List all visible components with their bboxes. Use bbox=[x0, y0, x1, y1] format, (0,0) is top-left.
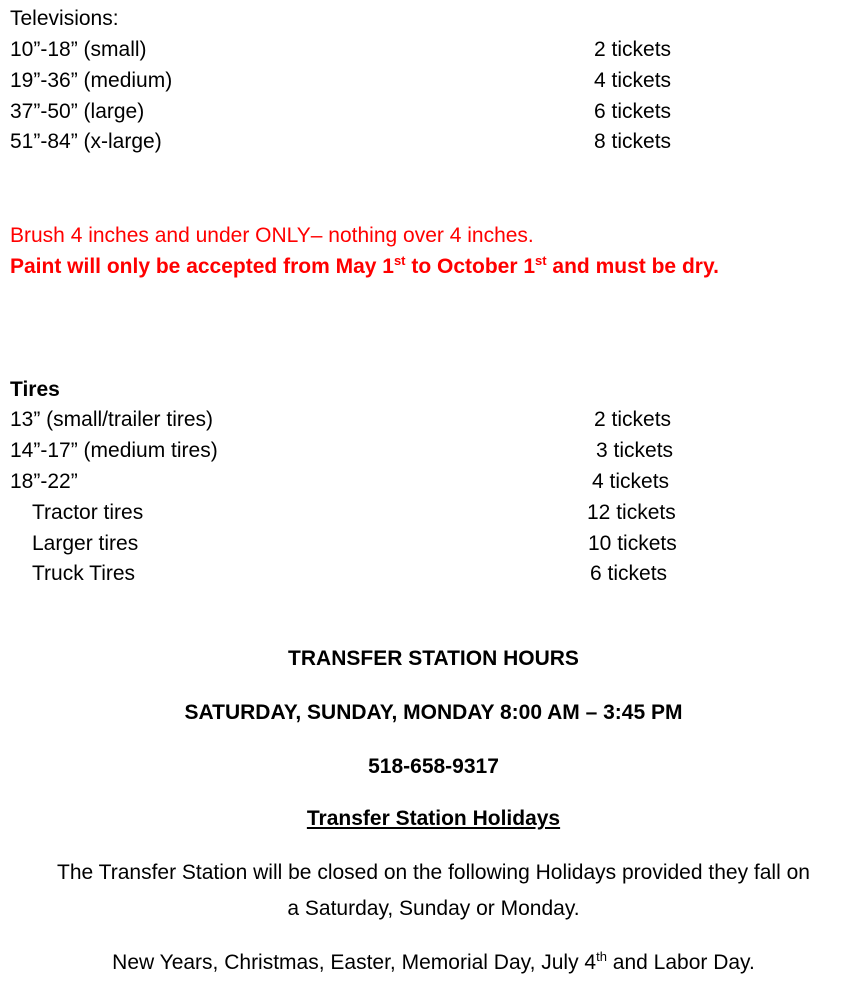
tire-size-small: 13” (small/trailer tires) bbox=[10, 408, 214, 431]
tire-size-larger: Larger tires bbox=[32, 532, 139, 555]
tv-tickets-xlarge: 8 tickets bbox=[594, 130, 672, 153]
paint-notice-part1: Paint will only be accepted from May 1 bbox=[10, 255, 394, 278]
tv-tickets-medium: 4 tickets bbox=[594, 69, 672, 92]
tv-tickets-large: 6 tickets bbox=[594, 100, 672, 123]
paint-notice-sup2: st bbox=[535, 253, 547, 268]
hours-days: SATURDAY, SUNDAY, MONDAY 8:00 AM – 3:45 PM bbox=[184, 701, 683, 724]
holidays-list-part1: New Years, Christmas, Easter, Memorial Day, July 4 bbox=[112, 951, 597, 974]
tire-size-medium: 14”-17” (medium tires) bbox=[10, 439, 218, 462]
brush-notice: Brush 4 inches and under ONLY– nothing over 4 inches. bbox=[10, 224, 534, 247]
tire-tickets-truck: 6 tickets bbox=[590, 562, 668, 585]
holidays-title-text: Transfer Station Holidays bbox=[306, 807, 561, 830]
holidays-description-line2: a Saturday, Sunday or Monday. bbox=[287, 897, 580, 920]
tire-tickets-small: 2 tickets bbox=[594, 408, 672, 431]
holidays-title bbox=[0, 808, 867, 829]
tire-size-18-22: 18”-22” bbox=[10, 470, 78, 493]
tire-size-tractor: Tractor tires bbox=[32, 501, 144, 524]
holidays-list bbox=[0, 949, 867, 974]
televisions-heading: Televisions: bbox=[10, 7, 119, 30]
tv-tickets-small: 2 tickets bbox=[594, 38, 672, 61]
tire-tickets-18-22: 4 tickets bbox=[592, 470, 670, 493]
paint-notice bbox=[10, 253, 719, 278]
phone-number: 518-658-9317 bbox=[368, 755, 499, 778]
paint-notice-part3: and must be dry. bbox=[546, 255, 719, 278]
holidays-description-line1: The Transfer Station will be closed on the following Holidays provided they fall on bbox=[57, 861, 810, 884]
tire-size-truck: Truck Tires bbox=[32, 562, 136, 585]
holidays-list-part2: and Labor Day. bbox=[606, 951, 755, 974]
tv-size-large: 37”-50” (large) bbox=[10, 100, 145, 123]
tire-tickets-medium: 3 tickets bbox=[596, 439, 674, 462]
tv-size-medium: 19”-36” (medium) bbox=[10, 69, 173, 92]
tires-heading: Tires bbox=[10, 378, 60, 401]
tv-size-xlarge: 51”-84” (x-large) bbox=[10, 130, 162, 153]
hours-title: TRANSFER STATION HOURS bbox=[288, 647, 579, 670]
tire-tickets-larger: 10 tickets bbox=[588, 532, 677, 555]
paint-notice-sup1: st bbox=[393, 253, 406, 268]
paint-notice-part2: to October 1 bbox=[405, 255, 536, 278]
tire-tickets-tractor: 12 tickets bbox=[587, 501, 676, 524]
holidays-list-sup: th bbox=[596, 949, 607, 964]
tv-size-small: 10”-18” (small) bbox=[10, 38, 147, 61]
